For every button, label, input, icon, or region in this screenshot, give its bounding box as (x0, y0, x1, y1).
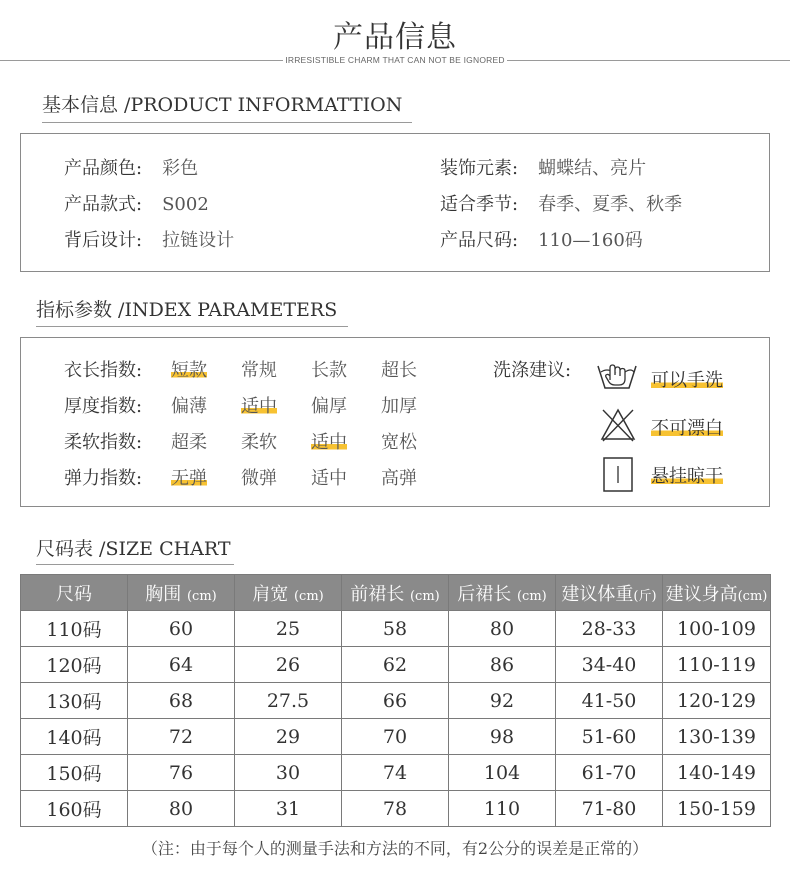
table-cell: 86 (449, 647, 556, 683)
table-cell: 34-40 (556, 647, 663, 683)
index-option-selected: 适中 (311, 432, 347, 453)
index-params-box (20, 337, 770, 507)
index-option: 高弹 (381, 468, 417, 489)
page-title: 产品信息 (333, 20, 457, 55)
column-header (128, 575, 235, 611)
wash-item (651, 414, 723, 440)
table-cell: 66 (342, 683, 449, 719)
index-option: 长款 (311, 360, 347, 381)
table-cell: 104 (449, 755, 556, 791)
index-option-selected: 适中 (241, 396, 277, 417)
index-option (311, 428, 347, 454)
index-option: 超长 (381, 360, 417, 381)
column-header-name: 肩宽 (252, 583, 289, 605)
info-label: 产品尺码: (440, 230, 519, 251)
hand-wash-icon (596, 358, 638, 396)
table-row (21, 647, 771, 683)
index-params-heading: 指标参数 /INDEX PARAMETERS (36, 299, 338, 321)
column-header-name: 尺码 (56, 583, 92, 605)
index-label-length: 衣长指数: (64, 360, 143, 381)
index-option: 加厚 (381, 396, 417, 417)
index-option: 柔软 (241, 432, 277, 453)
table-cell: 130-139 (663, 719, 771, 755)
index-label-elasticity: 弹力指数: (64, 468, 143, 489)
size-chart-heading: 尺码表 /SIZE CHART (36, 538, 231, 560)
table-cell: 68 (128, 683, 235, 719)
table-cell: 71-80 (556, 791, 663, 827)
column-header (21, 575, 128, 611)
column-header-name: 胸围 (145, 583, 182, 605)
info-value: 彩色 (162, 158, 199, 179)
column-header-name: 建议身高 (665, 583, 738, 605)
index-option: 偏厚 (311, 396, 347, 417)
info-label: 产品款式: (64, 194, 143, 215)
table-cell: 72 (128, 719, 235, 755)
table-cell: 120码 (21, 647, 128, 683)
index-option: 适中 (311, 468, 347, 489)
table-cell: 70 (342, 719, 449, 755)
column-header-unit: (cm) (186, 588, 217, 604)
product-info-box (20, 133, 770, 272)
size-chart-table (20, 574, 771, 827)
table-header-row (21, 575, 771, 611)
column-header (342, 575, 449, 611)
table-cell: 64 (128, 647, 235, 683)
index-option (241, 392, 277, 418)
table-cell: 150码 (21, 755, 128, 791)
column-header-name: 后裙长 (457, 583, 512, 605)
table-cell: 31 (235, 791, 342, 827)
column-header-name: 前裙长 (350, 583, 405, 605)
column-header (663, 575, 771, 611)
index-label-softness: 柔软指数: (64, 432, 143, 453)
size-chart-heading-underline (36, 564, 234, 565)
column-header-unit: (cm) (409, 588, 440, 604)
table-cell: 140码 (21, 719, 128, 755)
index-option (171, 464, 207, 490)
wash-item-text: 不可漂白 (651, 418, 723, 439)
table-cell: 98 (449, 719, 556, 755)
table-cell: 92 (449, 683, 556, 719)
table-cell: 76 (128, 755, 235, 791)
table-cell: 120-129 (663, 683, 771, 719)
column-header (235, 575, 342, 611)
wash-label: 洗涤建议: (493, 360, 572, 381)
info-label: 产品颜色: (64, 158, 143, 179)
table-cell: 51-60 (556, 719, 663, 755)
table-cell: 58 (342, 611, 449, 647)
table-cell: 130码 (21, 683, 128, 719)
index-label-thickness: 厚度指数: (64, 396, 143, 417)
index-option: 宽松 (381, 432, 417, 453)
column-header-unit: (cm) (516, 588, 547, 604)
info-row-decoration (440, 154, 646, 180)
table-cell: 140-149 (663, 755, 771, 791)
table-cell: 80 (449, 611, 556, 647)
table-cell: 27.5 (235, 683, 342, 719)
table-cell: 25 (235, 611, 342, 647)
hang-dry-icon (603, 457, 633, 497)
table-cell: 150-159 (663, 791, 771, 827)
column-header (449, 575, 556, 611)
index-option: 微弹 (241, 468, 277, 489)
index-option-selected: 无弹 (171, 468, 207, 489)
table-row (21, 683, 771, 719)
no-bleach-icon (600, 408, 636, 446)
info-value: 蝴蝶结、亮片 (538, 158, 647, 179)
info-row-color (64, 154, 198, 180)
table-cell: 28-33 (556, 611, 663, 647)
table-row (21, 611, 771, 647)
index-option: 常规 (241, 360, 277, 381)
page-subtitle: IRRESISTIBLE CHARM THAT CAN NOT BE IGNORED (285, 55, 505, 65)
info-value: 110—160码 (538, 230, 643, 251)
info-row-season (440, 190, 682, 216)
table-cell: 60 (128, 611, 235, 647)
table-cell: 78 (342, 791, 449, 827)
table-cell: 74 (342, 755, 449, 791)
table-cell: 80 (128, 791, 235, 827)
table-cell: 41-50 (556, 683, 663, 719)
index-option-selected: 短款 (171, 360, 207, 381)
column-header-unit: (斤) (633, 588, 657, 604)
table-cell: 61-70 (556, 755, 663, 791)
column-header-unit: (cm) (737, 588, 768, 604)
info-row-style (64, 190, 209, 216)
info-row-back-design (64, 226, 234, 252)
wash-item-text: 可以手洗 (651, 370, 723, 391)
table-row (21, 791, 771, 827)
column-header-unit: (cm) (293, 588, 324, 604)
table-row (21, 755, 771, 791)
table-cell: 62 (342, 647, 449, 683)
table-cell: 160码 (21, 791, 128, 827)
product-info-heading: 基本信息 /PRODUCT INFORMATTION (42, 94, 403, 116)
wash-item (651, 462, 723, 488)
size-chart-note: （注：由于每个人的测量手法和方法的不同，有2公分的误差是正常的） (141, 839, 649, 858)
table-cell: 30 (235, 755, 342, 791)
table-cell: 26 (235, 647, 342, 683)
table-cell: 110-119 (663, 647, 771, 683)
info-value: 拉链设计 (162, 230, 235, 251)
info-row-size-range (440, 226, 643, 252)
wash-item-text: 悬挂晾干 (651, 466, 723, 487)
table-cell: 110 (449, 791, 556, 827)
info-label: 适合季节: (440, 194, 519, 215)
column-header (556, 575, 663, 611)
table-cell: 29 (235, 719, 342, 755)
info-value: 春季、夏季、秋季 (538, 194, 683, 215)
table-cell: 100-109 (663, 611, 771, 647)
info-label: 装饰元素: (440, 158, 519, 179)
info-label: 背后设计: (64, 230, 143, 251)
table-cell: 110码 (21, 611, 128, 647)
table-row (21, 719, 771, 755)
index-option: 偏薄 (171, 396, 207, 417)
wash-item (651, 366, 723, 392)
column-header-name: 建议体重 (561, 583, 634, 605)
index-option (171, 356, 207, 382)
info-value: S002 (162, 194, 209, 215)
index-option: 超柔 (171, 432, 207, 453)
product-info-heading-underline (42, 122, 412, 123)
index-params-heading-underline (36, 326, 348, 327)
